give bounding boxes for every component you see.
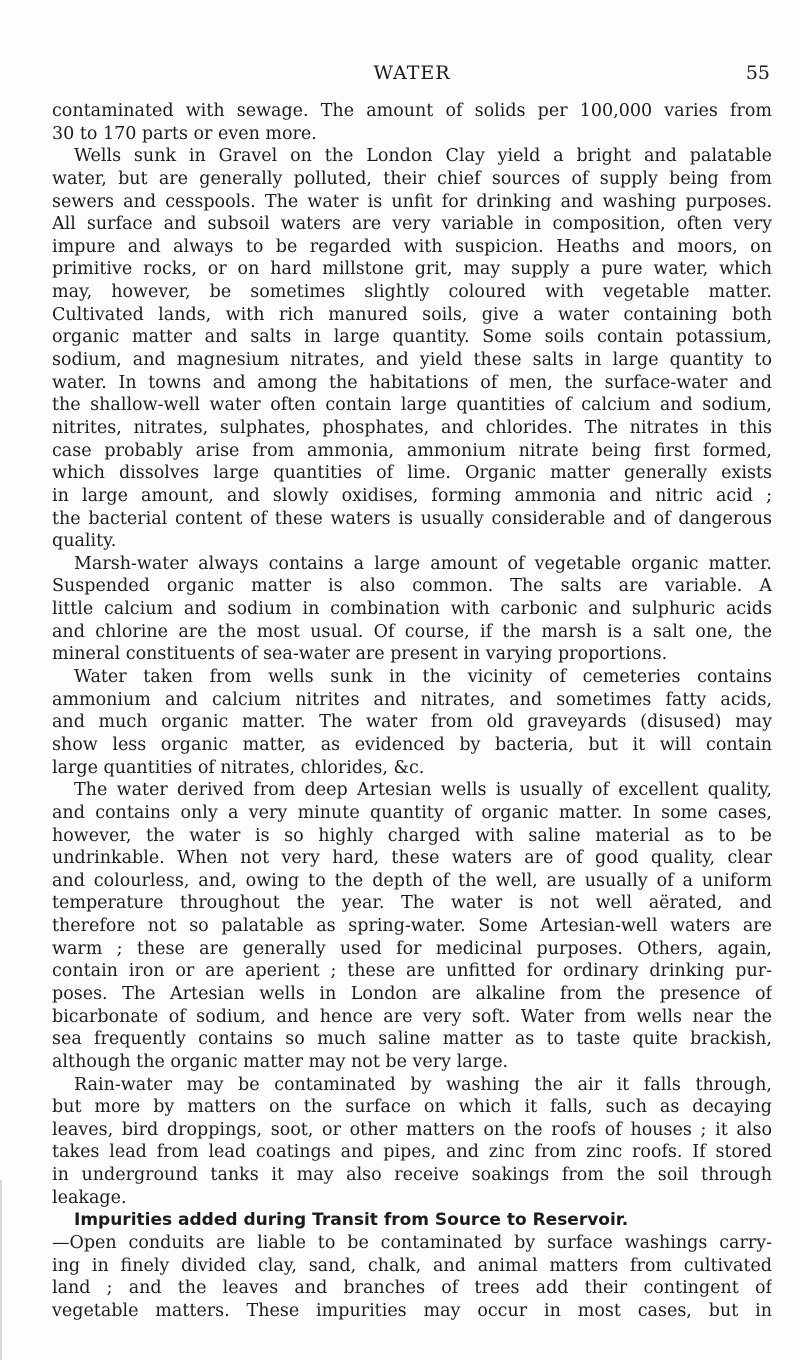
text-line: the bacterial content of these waters is usually considerable and of dangerous (52, 508, 772, 529)
text-line: vegetable matters. These impurities may occur in most cases, but in (52, 1300, 772, 1321)
text-line: large quantities of nitrates, chlorides, &c. (52, 757, 425, 778)
text-line: but more by matters on the surface on which it falls, such as decaying (52, 1097, 772, 1118)
text-line: water. In towns and among the habitations of men, the surface-water and (52, 372, 772, 393)
text-line: primitive rocks, or on hard millstone grit, may supply a pure water, which (52, 259, 772, 280)
text-line: ammonium and calcium nitrites and nitrates, and sometimes fatty acids, (52, 689, 772, 710)
text-line: in large amount, and slowly oxidises, forming ammonia and nitric acid ; (52, 485, 772, 506)
text-line: The water derived from deep Artesian wells is usually of excellent quality, (74, 780, 772, 801)
text-line: poses. The Artesian wells in London are alkaline from the presence of (52, 983, 772, 1004)
page-number: 55 (745, 62, 770, 84)
running-head (52, 62, 772, 90)
text-line: Wells sunk in Gravel on the London Clay yield a bright and palatable (74, 146, 772, 167)
text-line: and much organic matter. The water from old graveyards (disused) may (52, 712, 772, 733)
text-line: and contains only a very minute quantity of organic matter. In some cases, (52, 802, 772, 823)
text-line: sodium, and magnesium nitrates, and yield these salts in large quantity to (52, 350, 772, 371)
text-line: Rain-water may be contaminated by washing the air it falls through, (74, 1074, 772, 1095)
text-line: the shallow-well water often contain large quantities of calcium and sodium, (52, 395, 772, 416)
text-line: although the organic matter may not be very large. (52, 1051, 509, 1072)
text-line: and chlorine are the most usual. Of course, if the marsh is a salt one, the (52, 621, 772, 642)
text-line: land ; and the leaves and branches of trees add their contingent of (52, 1278, 772, 1299)
text-line: nitrites, nitrates, sulphates, phosphates, and chlorides. The nitrates in this (52, 417, 772, 438)
text-line: leakage. (52, 1187, 127, 1208)
text-line: 30 to 170 parts or even more. (52, 123, 317, 144)
text-line: ing in finely divided clay, sand, chalk, and animal matters from cultivated (52, 1255, 772, 1276)
text-line: —Open conduits are liable to be contaminated by surface washings carry- (52, 1233, 772, 1254)
text-line: sea frequently contains so much saline matter as to taste quite brackish, (52, 1029, 772, 1050)
text-line: All surface and subsoil waters are very variable in composition, often very (52, 214, 772, 235)
text-line: mineral constituents of sea-water are present in varying proportions. (52, 644, 668, 665)
text-line: bicarbonate of sodium, and hence are very soft. Water from wells near the (52, 1006, 772, 1027)
text-line: may, however, be sometimes slightly coloured with vegetable matter. (52, 282, 772, 303)
text-line: show less organic matter, as evidenced by bacteria, but it will contain (52, 734, 772, 755)
text-line: therefore not so palatable as spring-water. Some Artesian-well waters are (52, 916, 772, 937)
text-line: warm ; these are generally used for medicinal purposes. Others, again, (52, 938, 772, 959)
text-line: leaves, bird droppings, soot, or other matters on the roofs of houses ; it also (52, 1119, 772, 1140)
text-line: contaminated with sewage. The amount of solids per 100,000 varies from (52, 101, 772, 121)
text-line: case probably arise from ammonia, ammonium nitrate being first formed, (52, 440, 772, 461)
running-title: WATER (373, 62, 451, 84)
text-line: and colourless, and, owing to the depth of the well, are usually of a uniform (52, 870, 772, 891)
text-line: in underground tanks it may also receive soakings from the soil through (52, 1165, 772, 1186)
text-line: which dissolves large quantities of lime. Organic matter generally exists (52, 463, 772, 484)
text-line: Suspended organic matter is also common. The salts are variable. A (52, 576, 772, 597)
text-line: undrinkable. When not very hard, these waters are of good quality, clear (52, 848, 772, 869)
text-line: however, the water is so highly charged with saline material as to be (52, 825, 772, 846)
scan-edge-mark (0, 1180, 2, 1360)
text-line: impure and always to be regarded with suspicion. Heaths and moors, on (52, 236, 772, 257)
text-line: organic matter and salts in large quantity. Some soils contain potassium, (52, 327, 772, 348)
text-line: Water taken from wells sunk in the vicinity of cemeteries contains (74, 667, 772, 688)
section-subheading: Impurities added during Transit from Source to Reservoir. (74, 1210, 629, 1231)
text-line: Marsh-water always contains a large amount of vegetable organic matter. (74, 553, 772, 574)
text-line: water, but are generally polluted, their chief sources of supply being from (52, 168, 772, 189)
text-line: quality. (52, 531, 117, 552)
body-text (52, 100, 772, 1323)
text-line: little calcium and sodium in combination with carbonic and sulphuric acids (52, 599, 772, 620)
text-line: sewers and cesspools. The water is unfit for drinking and washing purposes. (52, 191, 772, 212)
text-line: contain iron or are aperient ; these are unfitted for ordinary drinking pur- (52, 961, 772, 982)
text-line: takes lead from lead coatings and pipes, and zinc from zinc roofs. If stored (52, 1142, 772, 1163)
text-line: Cultivated lands, with rich manured soils, give a water containing both (52, 304, 772, 325)
text-line: temperature throughout the year. The water is not well aërated, and (52, 893, 772, 914)
